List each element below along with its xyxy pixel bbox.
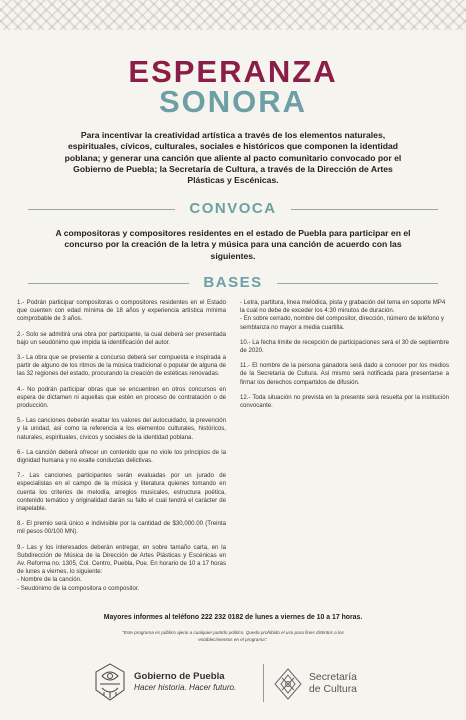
disclaimer: "Este programa es público ajeno a cualquier partido político. Queda prohibido el uso para fines distintos a los establecimientos en el programa". [122, 630, 344, 642]
title-line-1: ESPERANZA [128, 54, 338, 89]
base-item-5: 5.- Las canciones deberán exaltar los valores del autocuidado, la prevención y la unidad, así como la referencia a los elementos culturales, históricos, naturales, espirituales, cívicos y sociales de la identidad poblana. [17, 417, 226, 441]
cultura-line-2: de Cultura [309, 684, 357, 695]
bases-heading-label: BASES [203, 274, 263, 291]
cultura-text [309, 672, 357, 696]
base-item-9-bullet: - Nombre de la canción. [17, 576, 82, 584]
decorative-pattern [0, 0, 466, 30]
pattern-fade [0, 30, 466, 54]
divider-right [277, 283, 438, 284]
title-line-2: SONORA [158, 84, 308, 119]
footer-divider [263, 664, 264, 702]
gobierno-name: Gobierno de Puebla [134, 671, 225, 682]
base-item-4: 4.- No podrán participar obras que se encuentren en otros concursos en espera de dictamen ni aquellas que estén en proceso de contratación o de producción. [17, 385, 226, 410]
base-item-9-text: 9.- Las y los interesados deberán entregar, en sobre tamaño carta, en la Subdirección de Música de la Dirección de Artes Plásticas y Escénicas en Av. Reforma no. 1305, Col. Centro, Puebla, Pue. En horario de 10 a 17 horas de lunes a viernes, lo siguiente: [17, 543, 226, 576]
divider-right [291, 209, 438, 210]
base-item-10: 10.- La fecha límite de recepción de participaciones será el 30 de septiembre de 2020. [240, 338, 449, 355]
base-item-2: 2.- Solo se admitirá una obra por participante, la cual deberá ser presentada bajo un seudónimo que impida la identificación del autor. [17, 330, 226, 346]
divider-left [28, 283, 189, 284]
base-item-7: 7.- Las canciones participantes serán evaluadas por un jurado de especialistas en el campo de la música y literatura quienes tomando en cuenta los criterios de melodía, arreglos musicales, estructura poética, contenido temático y originalidad darán su fallo el cual tendrá el carácter de inapelable. [17, 472, 226, 513]
bases-heading [28, 274, 438, 292]
contact-info: Mayores informes al teléfono 222 232 0182 de lunes a viernes de 10 a 17 horas. [103, 614, 363, 621]
gobierno-slogan: Hacer historia. Hacer futuro. [134, 683, 237, 692]
puebla-emblem-icon [92, 662, 128, 702]
convoca-heading [28, 200, 438, 218]
base-item-1: 1.- Podrán participar compositoras o compositores residentes en el Estado que cuenten con edad mínima de 18 años y experiencia artística mínima comprobable de 3 años. [17, 299, 226, 323]
base-item-9-bullet: - Seudónimo de la compositora o compositor. [17, 584, 140, 592]
convoca-paragraph: A compositoras y compositores residentes en el estado de Puebla para participar en el concurso por la creación de la letra y música para una canción de acuerdo con las siguientes. [55, 228, 411, 261]
convoca-heading-label: CONVOCA [189, 200, 277, 217]
base-item-11: 11.- El nombre de la persona ganadora será dado a conocer por los medios de la Secretaría de Cultura. Así mismo será notificada para presentarse a firmar los derechos compartidos de difusión. [240, 362, 449, 386]
base-item-3: 3.- La obra que se presente a concurso deberá ser compuesta e inspirada a partir de alguno de los ritmos de la música tradicional o popular de alguna de las 32 regiones del estado, procurando la creación de estéticas renovadas. [17, 354, 226, 378]
gobierno-puebla-logo [92, 660, 236, 704]
base-item-8: 8.- El premio será único e indivisible por la cantidad de $30,000.00 (Treinta mil pesos 00/100 MN). [17, 520, 226, 536]
intro-paragraph: Para incentivar la creatividad artística a través de los elementos naturales, espirituales, cívicos, culturales, sociales e históricos que componen la identidad poblana; y generar una canción que aliente al pacto comunitario convocado por el Gobierno de Puebla; la Secretaría de Cultura, a través de la Dirección de Artes Plásticas y Escénicas. [64, 130, 402, 186]
bases-list [17, 299, 449, 601]
base-item-9-bullet: - Letra, partitura, línea melódica, pista y grabación del tema en soporte MP4 la cual no debe de exceder los 4:30 minutos de duración. [240, 299, 446, 315]
divider-left [28, 209, 175, 210]
base-item-6: 6.- La canción deberá ofrecer un contenido que no viole los principios de la dignidad humana y no exalte conductas delictivas. [17, 448, 226, 465]
base-item-9-bullet: - En sobre cerrado, nombre del compositor, dirección, número de teléfono y semblanza no mayor a media cuartilla. [240, 315, 444, 331]
gobierno-text [134, 671, 236, 693]
base-item-12: 12.- Toda situación no prevista en la presente será resuelta por la institución convocante. [240, 393, 449, 410]
secretaria-cultura-logo [273, 662, 357, 706]
cultura-line-1: Secretaría [309, 672, 357, 683]
cultura-emblem-icon [273, 667, 303, 701]
